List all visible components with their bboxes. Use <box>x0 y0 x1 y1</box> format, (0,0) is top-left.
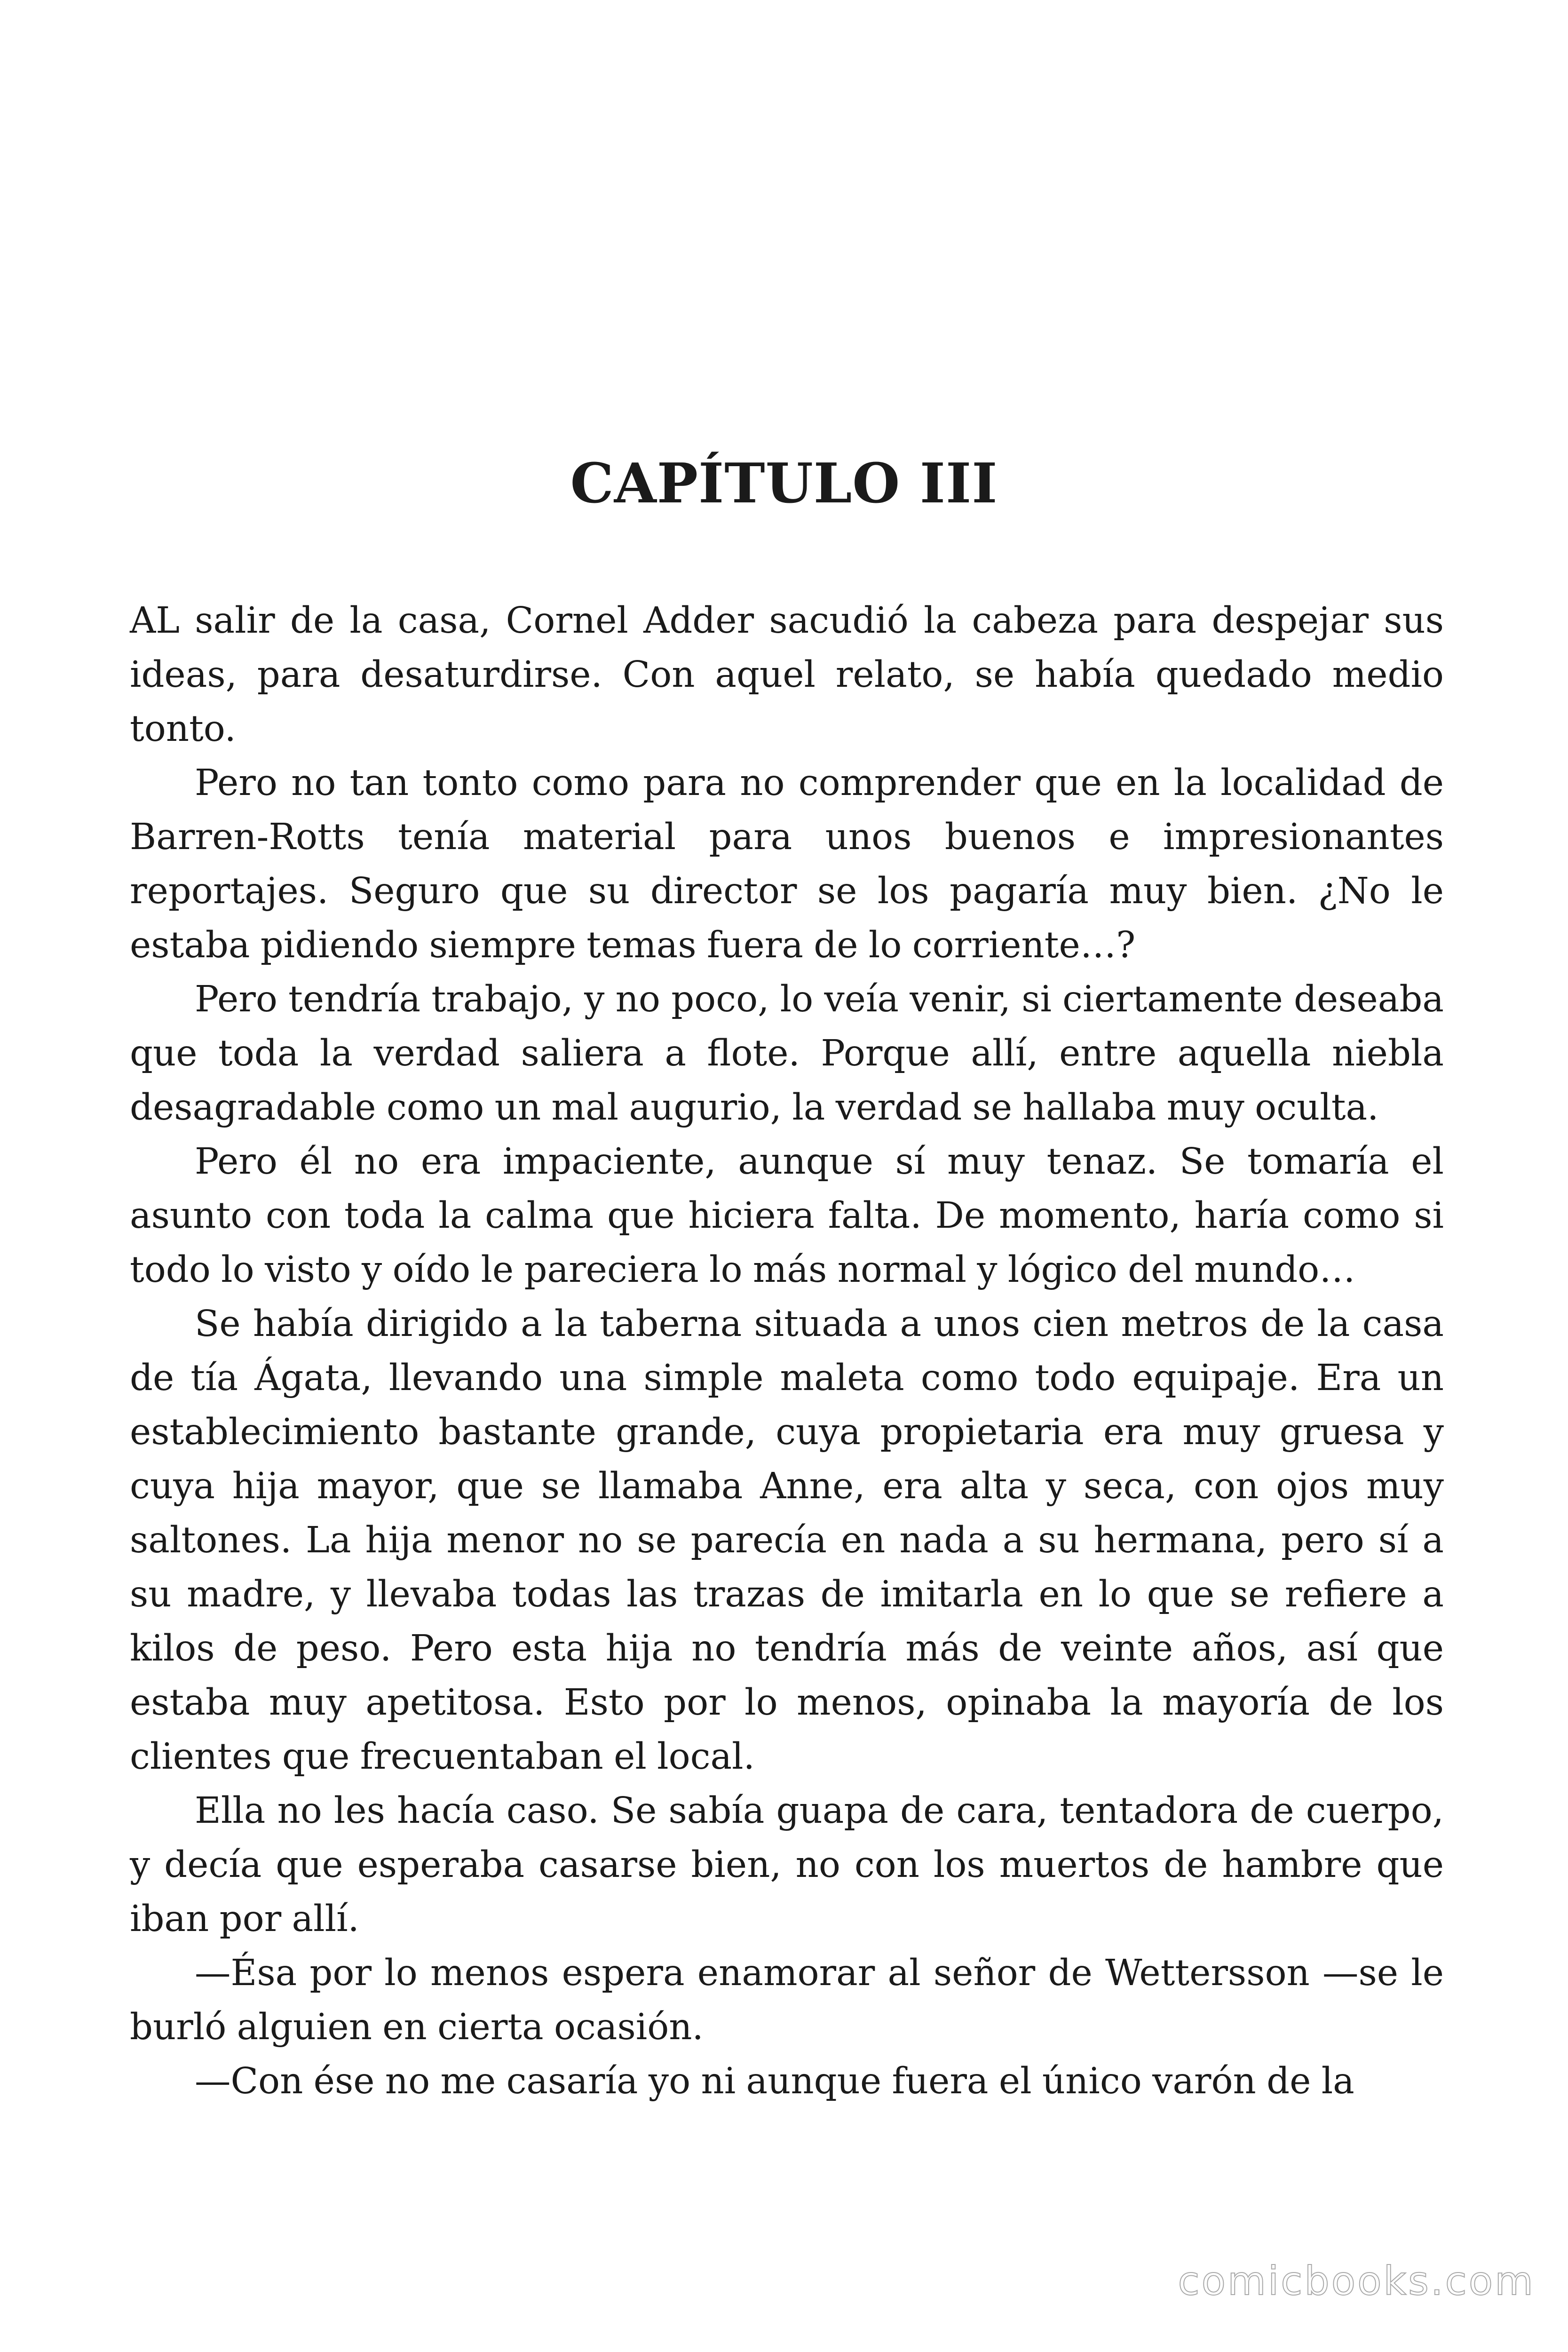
paragraph: Ella no les hacía caso. Se sabía guapa de cara, tentadora de cuerpo, y decía que esperaba casarse bien, no con los muertos de hambre que iban por allí. <box>130 1790 1444 1940</box>
paragraph: Se había dirigido a la taberna situada a unos cien metros de la casa de tía Ágata, llevando una simple maleta como todo equipaje. Era un establecimiento bastante grande, cuya propietaria era muy gruesa y cuya hija mayor, que se llamaba Anne, era alta y seca, con ojos muy saltones. La hija menor no se parecía en nada a su hermana, pero sí a su madre, y llevaba todas las trazas de imitarla en lo que se refiere a kilos de peso. Pero esta hija no tendría más de veinte años, así que estaba muy apetitosa. Esto por lo menos, opinaba la mayoría de los clientes que frecuentaban el local. <box>130 1303 1444 1778</box>
paragraph: Pero no tan tonto como para no comprender que en la localidad de Barren-Rotts tenía material para unos buenos e impresionantes reportajes. Seguro que su director se los pagaría muy bien. ¿No le estaba pidiendo siempre temas fuera de lo corriente…? <box>130 762 1444 966</box>
paragraph: AL salir de la casa, Cornel Adder sacudió la cabeza para despejar sus ideas, para desaturdirse. Con aquel relato, se había quedado medio tonto. <box>130 600 1444 750</box>
watermark: comicbooks.com <box>1178 2258 1535 2304</box>
dialogue-paragraph: —Con ése no me casaría yo ni aunque fuera el único varón de la <box>195 2060 1354 2102</box>
chapter-body <box>130 594 1444 2108</box>
paragraph: Pero tendría trabajo, y no poco, lo veía venir, si ciertamente deseaba que toda la verdad saliera a flote. Porque allí, entre aquella niebla desagradable como un mal augurio, la verdad se hallaba muy oculta. <box>130 978 1444 1128</box>
dialogue-paragraph: —Ésa por lo menos espera enamorar al señor de Wettersson —se le burló alguien en cierta ocasión. <box>130 1952 1444 2048</box>
chapter-title: CAPÍTULO III <box>570 452 998 516</box>
paragraph: Pero él no era impaciente, aunque sí muy tenaz. Se tomaría el asunto con toda la calma que hiciera falta. De momento, haría como si todo lo visto y oído le pareciera lo más normal y lógico del mundo… <box>130 1141 1444 1291</box>
